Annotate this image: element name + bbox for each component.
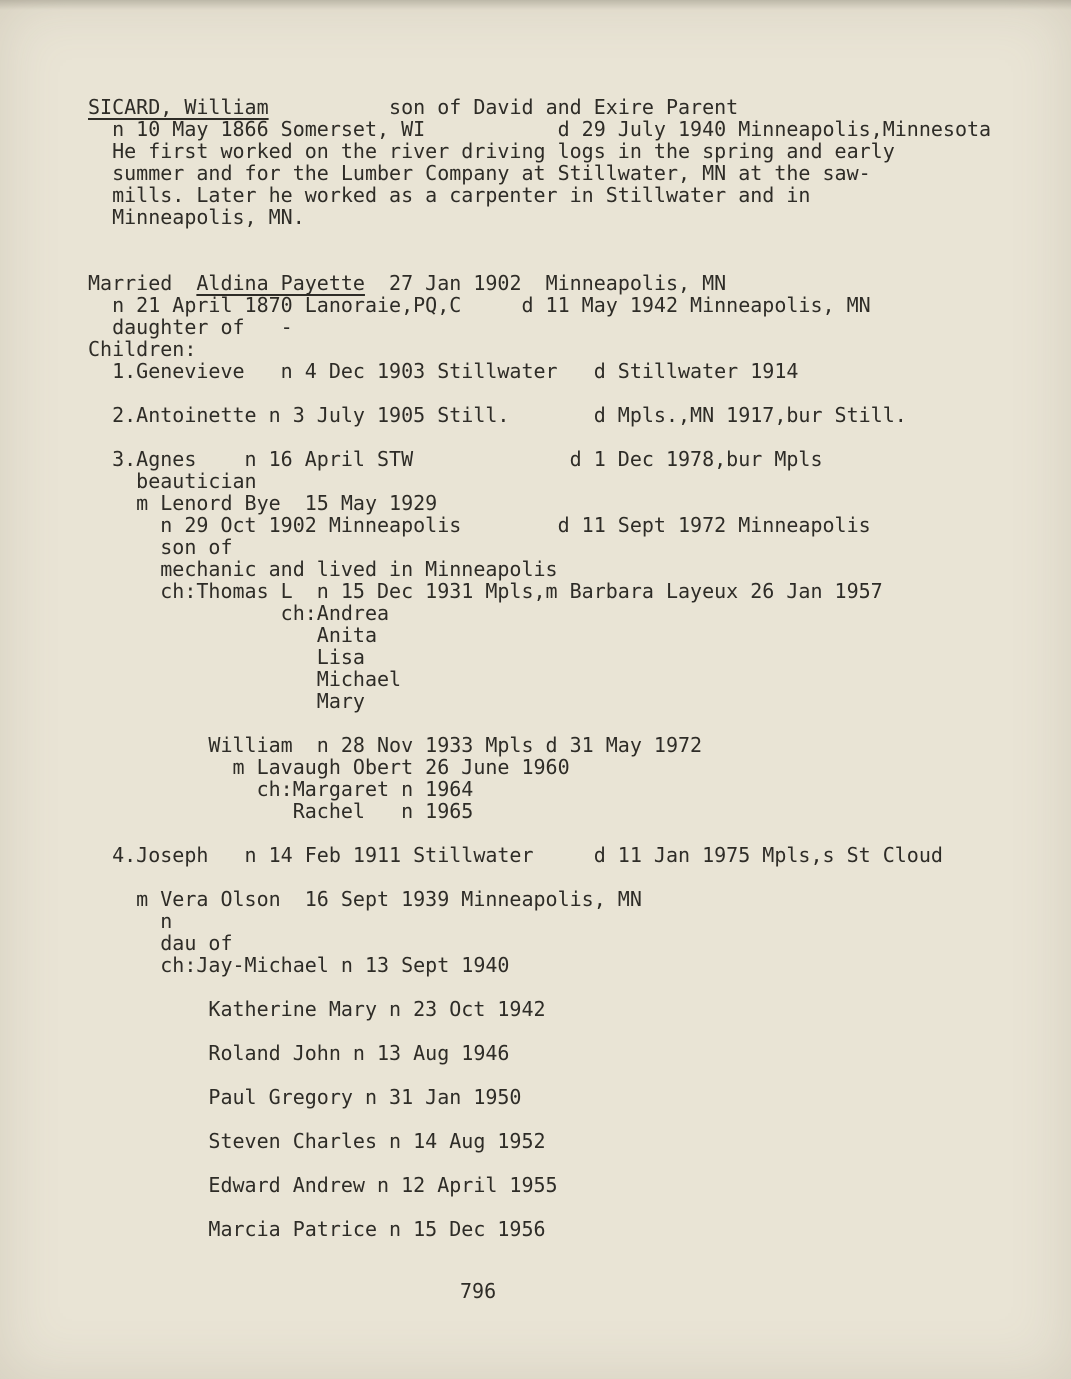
text-segment: beautician <box>88 469 257 493</box>
page-number: 796 <box>460 1279 497 1303</box>
text-line <box>88 1020 991 1042</box>
text-segment: Rachel n 1965 <box>88 799 474 823</box>
text-segment: dau of <box>88 931 233 955</box>
text-segment: Roland John n 13 Aug 1946 <box>88 1041 510 1065</box>
text-segment: son of David and Exire Parent <box>268 95 739 119</box>
text-line <box>88 360 991 382</box>
text-segment: ch:Thomas L n 15 Dec 1931 Mpls,m Barbara Layeux 26 Jan 1957 <box>88 579 883 603</box>
text-segment: William n 28 Nov 1933 Mpls d 31 May 1972 <box>88 733 703 757</box>
text-line <box>88 1218 991 1240</box>
text-line <box>88 338 991 360</box>
text-line <box>88 734 991 756</box>
text-line <box>88 624 991 646</box>
text-line <box>88 756 991 778</box>
text-segment: mills. Later he worked as a carpenter in Stillwater and in <box>88 183 811 207</box>
text-segment: 27 Jan 1902 Minneapolis, MN <box>364 271 727 295</box>
underlined-name: SICARD, William <box>88 95 269 119</box>
text-segment: Paul Gregory n 31 Jan 1950 <box>88 1085 522 1109</box>
text-line <box>88 470 991 492</box>
text-segment: n <box>88 909 173 933</box>
text-segment: 4.Joseph n 14 Feb 1911 Stillwater d 11 Jan 1975 Mpls,s St Cloud <box>88 843 943 867</box>
text-segment: Edward Andrew n 12 April 1955 <box>88 1173 558 1197</box>
text-line <box>88 228 991 250</box>
text-line <box>88 998 991 1020</box>
text-line <box>88 1042 991 1064</box>
text-segment: He first worked on the river driving logs in the spring and early <box>88 139 895 163</box>
text-line <box>88 910 991 932</box>
text-line <box>88 1086 991 1108</box>
text-segment: Katherine Mary n 23 Oct 1942 <box>88 997 546 1021</box>
text-segment: Married <box>88 271 197 295</box>
text-line <box>88 888 991 910</box>
text-segment: m Lavaugh Obert 26 June 1960 <box>88 755 570 779</box>
text-line <box>88 448 991 470</box>
text-line <box>88 1108 991 1130</box>
text-line <box>88 118 991 140</box>
text-segment: ch:Andrea <box>88 601 390 625</box>
text-segment: ch:Jay-Michael n 13 Sept 1940 <box>88 953 510 977</box>
text-segment: son of <box>88 535 233 559</box>
text-line <box>88 712 991 734</box>
text-line <box>88 1130 991 1152</box>
text-segment: Children: <box>88 337 197 361</box>
document-lines <box>88 96 991 1240</box>
text-line <box>88 1174 991 1196</box>
text-line <box>88 1152 991 1174</box>
text-line <box>88 514 991 536</box>
text-line <box>88 954 991 976</box>
text-line <box>88 96 991 118</box>
text-line <box>88 272 991 294</box>
text-line <box>88 778 991 800</box>
text-segment: m Vera Olson 16 Sept 1939 Minneapolis, MN <box>88 887 642 911</box>
text-line <box>88 646 991 668</box>
text-line <box>88 404 991 426</box>
text-segment: Anita <box>88 623 377 647</box>
text-line <box>88 602 991 624</box>
text-segment: Marcia Patrice n 15 Dec 1956 <box>88 1217 546 1241</box>
text-segment: summer and for the Lumber Company at Stillwater, MN at the saw- <box>88 161 871 185</box>
text-line <box>88 822 991 844</box>
text-segment: n 21 April 1870 Lanoraie,PQ,C d 11 May 1942 Minneapolis, MN <box>88 293 871 317</box>
text-line <box>88 294 991 316</box>
text-segment: Michael <box>88 667 402 691</box>
text-line <box>88 800 991 822</box>
text-line <box>88 250 991 272</box>
text-line <box>88 316 991 338</box>
text-line <box>88 382 991 404</box>
text-line <box>88 580 991 602</box>
text-line <box>88 932 991 954</box>
text-line <box>88 536 991 558</box>
text-line <box>88 492 991 514</box>
text-segment: m Lenord Bye 15 May 1929 <box>88 491 438 515</box>
text-segment: ch:Margaret n 1964 <box>88 777 474 801</box>
text-line <box>88 866 991 888</box>
text-segment: Lisa <box>88 645 365 669</box>
text-line <box>88 206 991 228</box>
text-segment: Steven Charles n 14 Aug 1952 <box>88 1129 546 1153</box>
underlined-name: Aldina Payette <box>196 271 365 295</box>
text-segment: Mary <box>88 689 365 713</box>
text-line <box>88 690 991 712</box>
text-segment: Minneapolis, MN. <box>88 205 305 229</box>
text-segment: 3.Agnes n 16 April STW d 1 Dec 1978,bur Mpls <box>88 447 823 471</box>
text-segment: mechanic and lived in Minneapolis <box>88 557 558 581</box>
text-line <box>88 184 991 206</box>
text-line <box>88 162 991 184</box>
text-line <box>88 426 991 448</box>
text-line <box>88 140 991 162</box>
text-line <box>88 976 991 998</box>
text-line <box>88 668 991 690</box>
text-line <box>88 1064 991 1086</box>
text-line <box>88 558 991 580</box>
text-segment: n 10 May 1866 Somerset, WI d 29 July 1940 Minneapolis,Minnesota <box>88 117 992 141</box>
text-segment: 1.Genevieve n 4 Dec 1903 Stillwater d Stillwater 1914 <box>88 359 799 383</box>
text-segment: n 29 Oct 1902 Minneapolis d 11 Sept 1972 Minneapolis <box>88 513 871 537</box>
text-segment: 2.Antoinette n 3 July 1905 Still. d Mpls.,MN 1917,bur Still. <box>88 403 907 427</box>
text-line <box>88 1196 991 1218</box>
text-segment: daughter of - <box>88 315 293 339</box>
text-line <box>88 844 991 866</box>
